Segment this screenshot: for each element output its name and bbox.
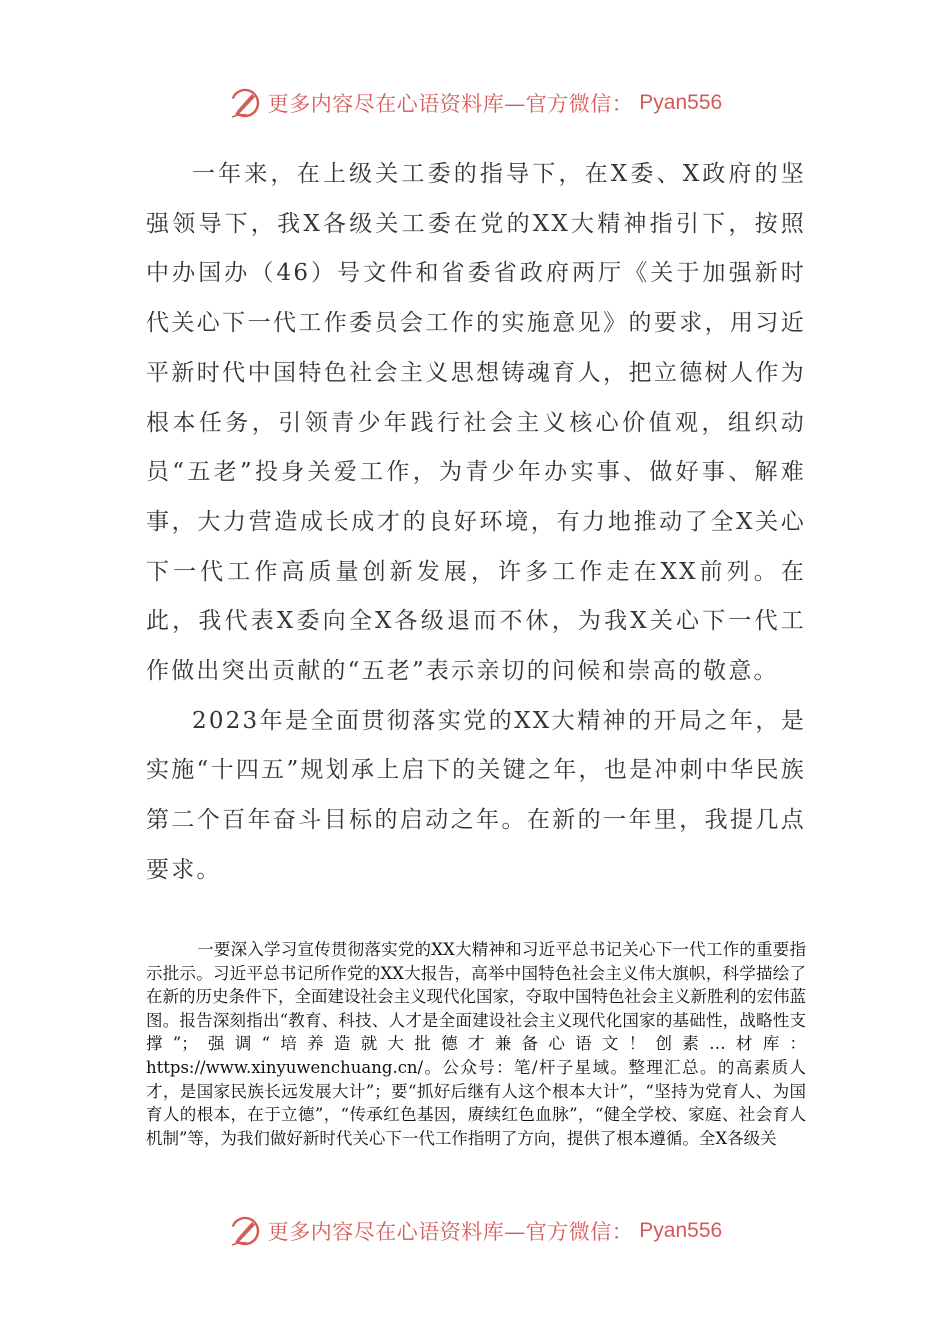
document-body bbox=[146, 150, 806, 896]
pen-logo-icon bbox=[228, 86, 262, 120]
paragraph-annual-review: 一年来，在上级关工委的指导下，在X委、X政府的坚强领导下，我X各级关工委在党的XX大精神指引下，按照中办国办（46）号文件和省委省政府两厅《关于加强新时代关心下一代工作委员会工作的实施意见》的要求，用习近平新时代中国特色社会主义思想铸魂育人，把立德树人作为根本任务，引领青少年践行社会主义核心价值观，组织动员“五老”投身关爱工作，为青少年办实事、做好事、解难事，大力营造成长成才的良好环境，有力地推动了全X关心下一代工作高质量创新发展，许多工作走在XX前列。在此，我代表X委向全X各级退而不休，为我X关心下一代工作做出突出贡献的“五老”表示亲切的问候和崇高的敬意。 bbox=[146, 161, 806, 685]
paragraph-first-requirement: 一要深入学习宣传贯彻落实党的XX大精神和习近平总书记关心下一代工作的重要指示批示。习近平总书记所作党的XX大报告，高举中国特色社会主义伟大旗帜，科学描绘了在新的历史条件下，全面建设社会主义现代化国家，夺取中国特色社会主义新胜利的宏伟蓝图。报告深刻指出“教育、科技、人才是全面建设社会主义现代化国家的基础性，战略性支撑”；强调“培养造就大批德才兼备心语文！创素…材库：https://www.xinyuwenchuang.cn/。公众号：笔/杆子星域。整理汇总。的高素质人才，是国家民族长远发展大计”；要“抓好后继有人这个根本大计”，“坚持为党育人、为国育人的根本，在于立德”，“传承红色基因，赓续红色血脉”，“健全学校、家庭、社会育人机制”等，为我们做好新时代关心下一代工作指明了方向，提供了根本遵循。全X各级关 bbox=[146, 940, 806, 1148]
header-watermark bbox=[0, 83, 950, 123]
document-small-section bbox=[146, 938, 806, 1150]
watermark-text: 更多内容尽在心语资料库—官方微信： bbox=[267, 92, 634, 116]
watermark-text: 更多内容尽在心语资料库—官方微信： bbox=[267, 1220, 634, 1244]
watermark-account: Pyan556 bbox=[639, 91, 723, 114]
footer-watermark bbox=[0, 1211, 950, 1251]
pen-logo-icon bbox=[228, 1214, 262, 1248]
paragraph-2023-requirements: 2023年是全面贯彻落实党的XX大精神的开局之年，是实施“十四五”规划承上启下的关键之年，也是冲刺中华民族第二个百年奋斗目标的启动之年。在新的一年里，我提几点要求。 bbox=[146, 707, 806, 883]
watermark-account: Pyan556 bbox=[639, 1219, 723, 1242]
